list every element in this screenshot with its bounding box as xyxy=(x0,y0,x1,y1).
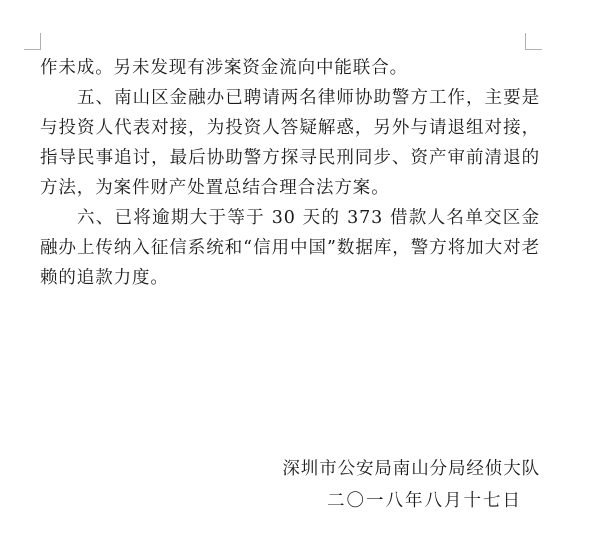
paragraph-item-six: 六、已将逾期大于等于 30 天的 373 借款人名单交区金融办上传纳入征信系统和“信用中国”数据库，警方将加大对老赖的追款力度。 xyxy=(40,208,540,288)
paragraph-continuation: 作未成。另未发现有涉案资金流向中能联合。 xyxy=(40,58,408,78)
signature-date: 二〇一八年八月十七日 xyxy=(327,491,522,511)
margin-corner-mark-top-right xyxy=(525,33,542,50)
margin-corner-mark-top-left xyxy=(24,33,41,50)
signature-organization: 深圳市公安局南山分局经侦大队 xyxy=(282,459,540,479)
document-body xyxy=(40,53,540,293)
signature-block xyxy=(260,453,540,517)
paragraph-item-five: 五、南山区金融办已聘请两名律师协助警方工作，主要是与投资人代表对接，为投资人答疑解惑，另外与请退组对接，指导民事追讨，最后协助警方探寻民刑同步、资产审前清退的方法，为案件财产处置总结合理合法方案。 xyxy=(40,88,540,198)
